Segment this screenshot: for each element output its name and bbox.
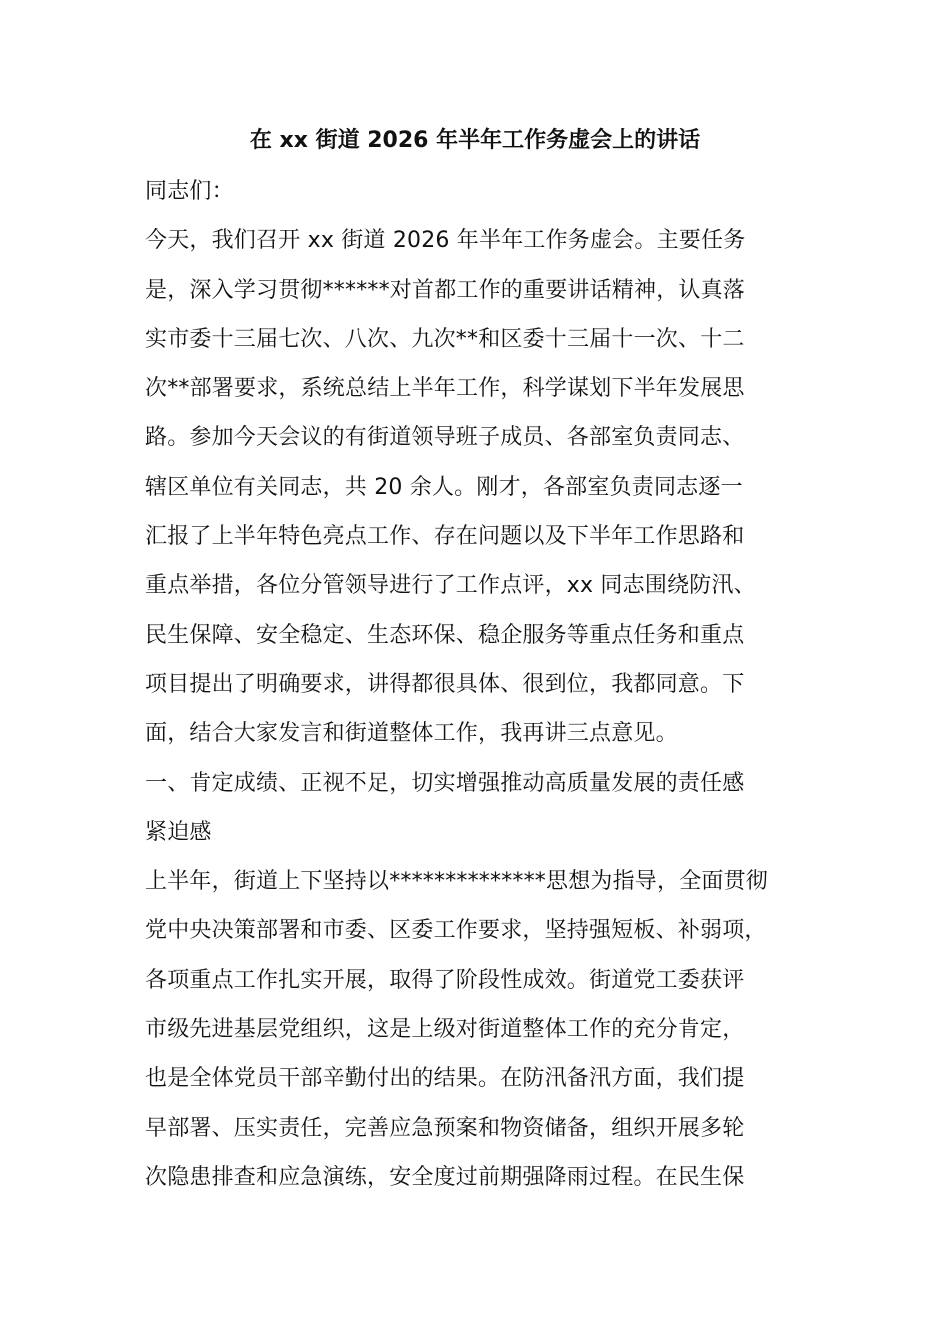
text-line: 是，深入学习贯彻******对首都工作的重要讲话精神，认真落 — [145, 277, 746, 303]
text-line: 实市委十三届七次、八次、九次**和区委十三届十一次、十二 — [145, 326, 745, 352]
text-line: 同志们： — [145, 179, 234, 204]
text-line: 今天，我们召开 xx 街道 2026 年半年工作务虚会。主要任务 — [145, 228, 746, 254]
text-line: 市级先进基层党组织，这是上级对街道整体工作的充分肯定， — [145, 1017, 745, 1043]
text-line: 辖区单位有关同志，共 20 余人。刚才，各部室负责同志逐一 — [145, 474, 743, 500]
document-title: 在 xx 街道 2026 年半年工作务虚会上的讲话 — [249, 128, 701, 153]
text-line: 重点举措，各位分管领导进行了工作点评，xx 同志围绕防汛、 — [145, 573, 756, 599]
text-line: 也是全体党员干部辛勤付出的结果。在防汛备汛方面，我们提 — [145, 1066, 745, 1092]
text-line: 项目提出了明确要求，讲得都很具体、很到位，我都同意。下 — [145, 671, 745, 697]
text-line: 党中央决策部署和市委、区委工作要求，坚持强短板、补弱项， — [145, 918, 767, 944]
text-line: 汇报了上半年特色亮点工作、存在问题以及下半年工作思路和 — [145, 524, 745, 550]
text-line: 次**部署要求，系统总结上半年工作，科学谋划下半年发展思 — [145, 376, 745, 402]
section-heading-line: 一、肯定成绩、正视不足，切实增强推动高质量发展的责任感 — [145, 770, 745, 796]
text-line: 上半年，街道上下坚持以**************思想为指导，全面贯彻 — [145, 869, 769, 895]
text-line: 面，结合大家发言和街道整体工作，我再讲三点意见。 — [145, 721, 678, 747]
text-line: 次隐患排查和应急演练，安全度过前期强降雨过程。在民生保 — [145, 1164, 745, 1190]
text-line: 路。参加今天会议的有街道领导班子成员、各部室负责同志、 — [145, 425, 745, 451]
text-line: 民生保障、安全稳定、生态环保、稳企服务等重点任务和重点 — [145, 622, 745, 648]
section-heading-line: 紧迫感 — [145, 819, 212, 845]
text-line: 早部署、压实责任，完善应急预案和物资储备，组织开展多轮 — [145, 1115, 745, 1141]
text-line: 各项重点工作扎实开展，取得了阶段性成效。街道党工委获评 — [145, 967, 745, 993]
document-body — [145, 172, 810, 1207]
